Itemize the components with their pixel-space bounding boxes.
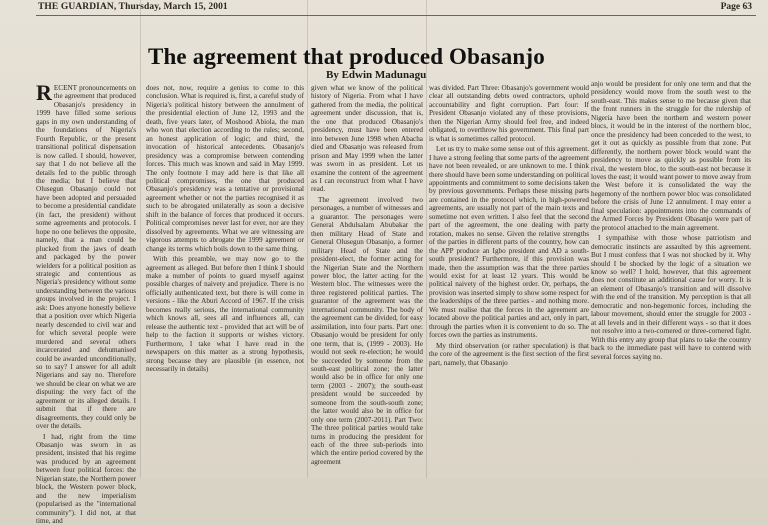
article-column-1 bbox=[36, 80, 136, 526]
article-column-3 bbox=[311, 84, 423, 465]
article-byline: By Edwin Madunagu bbox=[326, 69, 427, 81]
drop-cap: R bbox=[36, 80, 52, 105]
article-column-4 bbox=[429, 84, 589, 465]
paragraph: given what we know of the political history of Nigeria. From what I have gathered from the media, the political agreement under discussion, that is, the one that produced Obasanjo's presidency, must have been entered into between June 1998 when Abacha died and Obasanjo was released from prison and May 1999 when the latter was sworn in as president. Let us examine the content of the agreement as I can reconstruct from what I have read. bbox=[311, 84, 423, 194]
article-column-5 bbox=[591, 80, 751, 465]
paragraph: anjo would be president for only one term and that the presidency would move from the south west to the south-east. This makes sense to me because given that the front runners in the struggle for the rulership of Nigeria have been the northern and western power blocs, it would be in the interest of the northern bloc, once the presidency had been conceded to the west, to get it out as quickly as possible from that zone. Put differently, the northern power block would want the presidency to move as quickly as possible from its rival, the western bloc, to the south-east not because it loves the east; it would want power to move away from the West before it is consolidated the way the hegemony of the northern power bloc was consolidated before the crisis of June 12 annulment. I may enter a final speculation: appointments into the commands of the Armed Forces by President Obasanjo were part of the protocol attached to the main agreement. bbox=[591, 80, 751, 232]
masthead: THE GUARDIAN, Thursday, March 15, 2001 bbox=[38, 2, 228, 12]
lead-paragraph bbox=[36, 80, 136, 431]
article-headline: The agreement that produced Obasanjo bbox=[148, 44, 545, 69]
paragraph: was divided. Part Three: Obasanjo's government would clear all outstanding debts owed contractors, uphold accountability and fight corruption. Part four: If President Obasanjo violated any of these provisions, then the Nigerian Army should feel free, and indeed obligated, to overthrow his government. This final part is what is sometimes called protocol. bbox=[429, 84, 589, 143]
paragraph-text: ECENT pronouncements on the agreement that produced Obasanjo's presidency in 1999 have filled some serious gaps in my own understanding of the foundations of Nigeria's Fourth Republic, or the present transitional political dispensation is now called. I should, however, say that I do not believe all the details fed to the public through the media; but I believe that Olusegun Obasanjo could not have been adopted and persuaded to become a presidential candidate (in fact, the president) without some agreements and protocols. I hope no one believes the opposite, namely, that a man could be plucked from the jaws of death and packaged by the power wielders for a political position as strategic and contentious as Nigeria's presidency without some understanding between the various groups involved in the project. I ask: Does anyone honestly believe that a position over which Nigeria nearly descended to civil war and for which several people were murdered and several others incarcerated and dehumanised could be awarded unconditionally, so to say? I answer for all adult Nigerians and say no. Therefore we should be clear on what we are disputing: the very fact of the agreement or its alleged details. I submit that if there are disagreements, they could only be over the details. bbox=[36, 84, 136, 431]
masthead-rule bbox=[36, 15, 756, 16]
paragraph: Let us try to make some sense out of this agreement. I have a strong feeling that some parts of the agreement have not been revealed, or are unknown to me. I think there should have been some understanding on political appointments and commitment to some decisions taken by previous governments. Perhaps these missing parts are contained in the protocol which, in high-powered agreements, are usually not part of the main texts and sometime not even written. I also feel that the second part of the agreement, the one dealing with party rotation, makes no sense. Given the relative strengths of the parties in different parts of the country, how can the APP produce an Igbo president and AD a south-south president? Furthermore, if this provision was made, then the assumption was that the three parties would exist for at least 12 years. This would be political naivety of the highest order. Or, perhaps, the provision was inserted simply to show some respect for the leaderships of the three parties - and nothing more. We must realise that the forces in the agreement are located above the political parties and act, only in part, through the parties when it is convenient to do so. The forces own the parties as instruments. bbox=[429, 145, 589, 340]
article-column-2 bbox=[146, 84, 304, 465]
paragraph: I sympathise with those whose patriotism and democratic instincts are assaulted by this agreement. But I must confess that I was not shocked by it. Why should I be shocked by the logic of a situation we know so well? I hold, however, that this agreement does not constitute an additional cause for worry. It is an element of Obasanjo's transition and will dissolve with the end of the transition. My perception is that all democratic and non-hegemonic forces, including the labour movement, should enter the struggle for 2003 - at all levels and in their different ways - so that it does not resolve into a two-cornered or three-cornered fight. With this entry any group that plans to take the country back to the immediate past will have to contend with several forces saying no. bbox=[591, 234, 751, 361]
paragraph: The agreement involved two personages, a number of witnesses and a guarantor. The personages were General Abdulsalam Abubakar the then military Head of State and General Olusegun Obasanjo, a former military Head of State and the president-elect, the former acting for the Nigerian State and the Northern power bloc, the latter acting for the Western bloc. The witnesses were the three registered political parties. The guarantor of the agreement was the international community. The body of the agreement can be divided, for easy assimilation, into four parts. Part one: Obasanjo would be president for only one term, that is, (1999 - 2003). He would not seek re-election; he would be succeeded by someone from the south-east political zone; the latter would also be in office for only one term (2003 - 2007); the south-east president would be succeeded by someone from the south-south zone; the latter would also be in office for only one term (2007-2011). Part Two: The three political parties would take turns in producing the president for each of the three sub-periods into which the entire period covered by the agreement bbox=[311, 195, 423, 466]
paragraph: I had, right from the time Obasanjo was sworn in as president, insisted that his regime was produced by an agreement between four political forces: the Nigerian state, the Northern power block, the Western power block, and the new imperialism (popularised as the "international community"). I did not, at that time, and bbox=[36, 432, 136, 526]
column-gutter bbox=[140, 0, 141, 478]
paragraph: My third observation (or rather speculation) is that the core of the agreement is the first section of the first part, namely, that Obasanjo bbox=[429, 341, 589, 367]
page-number: Page 63 bbox=[720, 2, 752, 12]
column-gutter bbox=[307, 0, 308, 478]
paragraph: does not, now, require a genius to come to this conclusion. What is required is, first, a careful study of Nigeria's political history between the annulment of the presidential election of June 12, 1993 and the death, five years later, of Moshood Abiola, the man who won that election according to the rules; second, an honest application of logic; and third, the invocation of historical antecedents. Obasanjo's presidency was a compromise between contending forces. This much was known and said in May 1999. The only footnote I may add here is that like all political compromises, the one that produced Obasanjo's presidency was a tentative or provisional agreement whether or not the parties recognised it as such to be abrogated unilaterally as soon a decisive shift in the balance of forces that produced it occurs. Political compromises never last for ever, nor are they dissolved by agreements. What we are witnessing are vigorous attempts to abrogate the 1999 agreement or change its terms which boils down to the same thing. bbox=[146, 84, 304, 253]
paragraph: With this preamble, we may now go to the agreement as alleged. But before then I think I should make a number of points to guard myself against possible charges of naivety and prejudice. There is no officially authenticated text, but there is will come in versions - like the Aburi Accord of 1967. If the crisis becomes really serious, the international community which knows all, sees all and influences all, can release the authentic text - provided that act will be of help to the faction it supports or wishes victory. Furthermore, I take what I have read in the newspapers on this matter as a strong hypothesis, strong because they are plausible (in essence, not necessarily in details) bbox=[146, 255, 304, 373]
